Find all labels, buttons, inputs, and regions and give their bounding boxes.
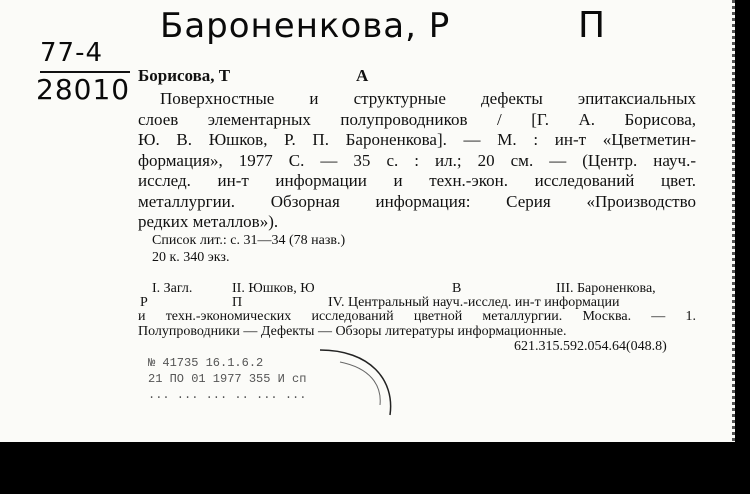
bibliography-note: Список лит.: с. 31—34 (78 назв.) [152,233,346,248]
shelf-mark-bottom: 28010 [36,73,131,106]
tracing-3-initial-r: Р [140,295,148,310]
stamp-line: № 41735 16.1.6.2 [148,356,264,370]
description [138,89,696,233]
stamp-line: 21 ПО 01 1977 355 И сп [148,372,307,386]
tracing-3-initial-p: П [232,295,243,310]
copies-note: 20 к. 340 экз. [152,250,230,265]
handwritten-initial: П [578,5,607,46]
tracing-4-continued: и техн.-экономических исследований цветной металлургии. Москва. — 1. [138,309,696,324]
stamp-arc [300,340,410,420]
description-line: формация», 1977 С. — 35 с. : ил.; 20 см. — (Центр. науч.- [138,150,696,170]
shelf-mark-top: 77-4 [40,38,104,68]
description-line: Ю. В. Юшков, Р. П. Бароненкова]. — М. : ин-т «Цветметин- [138,130,696,149]
tracing-1: I. Загл. [152,281,193,296]
tracing-3: III. Бароненкова, [556,281,656,296]
description-line: исслед. ин-т информации и техн.-экон. исследований цвет. [138,171,696,190]
description-line: металлургии. Обзорная информация: Серия «Производство [138,191,696,211]
author-heading: Борисова, Т [138,66,231,85]
tracing-4: IV. Центральный науч.-исслед. ин-т информации [328,295,620,310]
card-edge [732,0,735,442]
tracing-2-initial: В [452,281,462,296]
tracing-2: II. Юшков, Ю [232,281,315,296]
author-initial-a: А [356,66,369,85]
description-line: Поверхностные и структурные дефекты эпитаксиальных [160,89,696,108]
udc-code: 621.315.592.054.64(048.8) [514,339,667,354]
handwritten-author: Бароненкова, Р [160,6,451,46]
description-line: редких металлов»). [138,212,279,231]
description-line: слоев элементарных полупроводников / [Г. А. Борисова, [138,109,696,129]
subject-headings: Полупроводники — Дефекты — Обзоры литературы информационные. [138,324,567,339]
stamp-line: ... ... ... .. ... ... [148,388,307,402]
